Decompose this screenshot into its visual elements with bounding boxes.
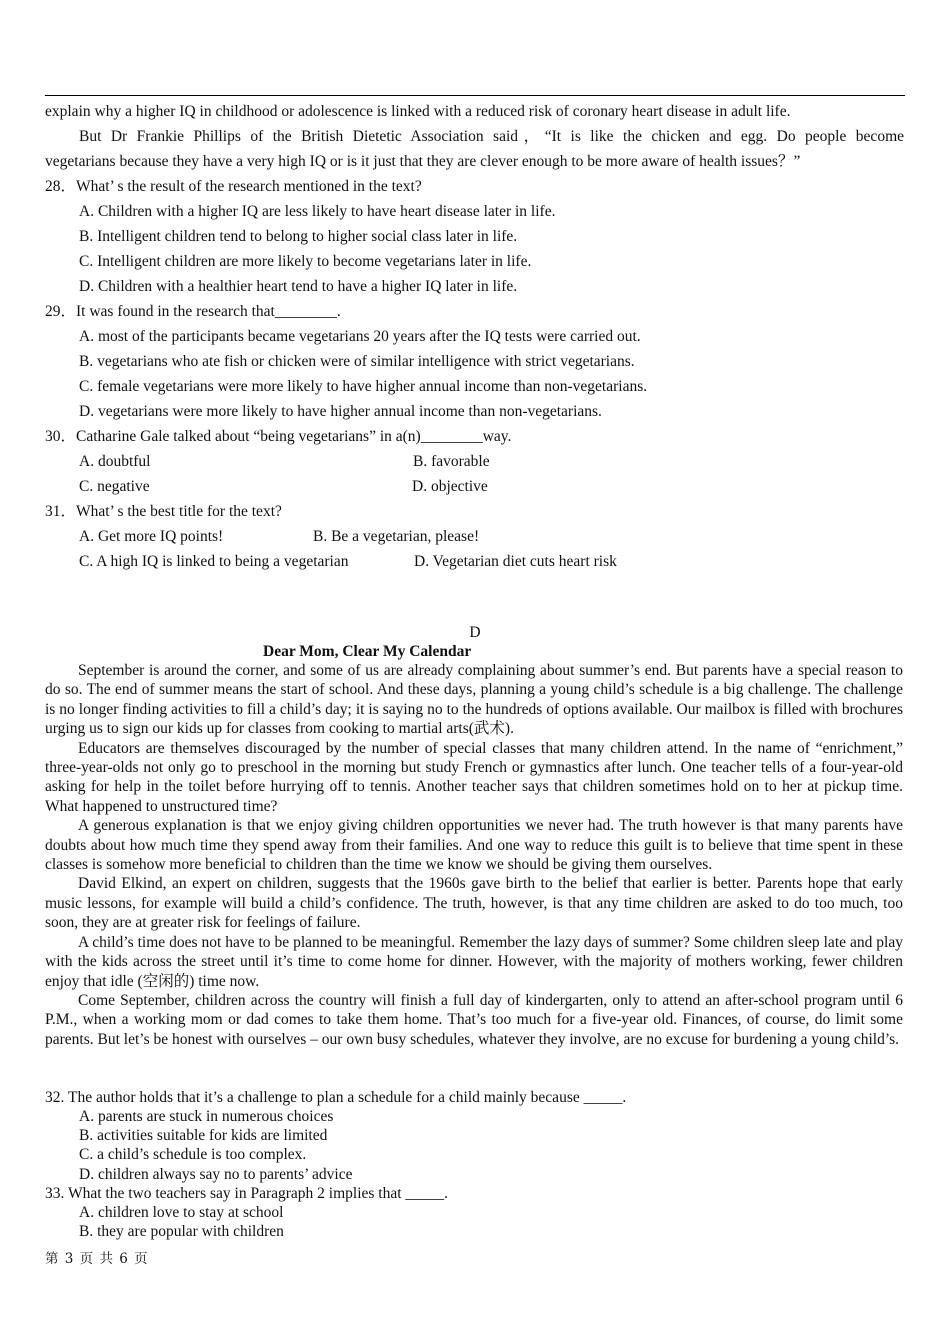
question-28-option-a: A. Children with a higher IQ are less likely to have heart disease later in life.	[79, 203, 556, 220]
question-31-stem: 31．What’ s the best title for the text?	[45, 503, 282, 520]
passage-paragraph: Come September, children across the country will finish a full day of kindergarten, only to attend an after-school program until 6 P.M., when a working mom or dad comes to take them home. That’s too much for a five-year old. Finances, of course, do limit some parents. But let’s be honest with ourselves – our own busy schedules, whatever they involve, are no excuse for burdening a young child’s.	[45, 991, 903, 1048]
question-32-option-a: A. parents are stuck in numerous choices	[79, 1108, 334, 1125]
question-31-option-b: B. Be a vegetarian, please!	[313, 528, 480, 545]
question-30-stem: 30．Catharine Gale talked about “being vegetarians” in a(n)________way.	[45, 428, 512, 445]
passage-d-body	[45, 661, 903, 1049]
question-32-stem: 32. The author holds that it’s a challenge to plan a schedule for a child mainly because _____.	[45, 1089, 627, 1106]
question-28-stem: 28．What’ s the result of the research mentioned in the text?	[45, 178, 422, 195]
question-29-option-a: A. most of the participants became vegetarians 20 years after the IQ tests were carried out.	[79, 328, 641, 345]
question-32-option-b: B. activities suitable for kids are limited	[79, 1127, 328, 1144]
question-33-stem: 33. What the two teachers say in Paragraph 2 implies that _____.	[45, 1185, 449, 1202]
passage-title: Dear Mom, Clear My Calendar	[263, 643, 472, 660]
question-31-option-a: A. Get more IQ points!	[79, 528, 224, 545]
question-30-option-b: B. favorable	[413, 453, 490, 470]
passage-label: D	[469, 624, 481, 641]
question-32-option-d: D. children always say no to parents’ advice	[79, 1166, 353, 1183]
header-rule	[45, 95, 905, 96]
question-33-option-a: A. children love to stay at school	[79, 1204, 284, 1221]
passage-c-line: But Dr Frankie Phillips of the British Dietetic Association said，“It is like the chicken and egg. Do people become	[79, 128, 904, 145]
question-29-stem: 29．It was found in the research that________.	[45, 303, 341, 320]
question-28-option-c: C. Intelligent children are more likely to become vegetarians later in life.	[79, 253, 532, 270]
question-30-option-c: C. negative	[79, 478, 150, 495]
passage-paragraph: Educators are themselves discouraged by the number of special classes that many children attend. In the name of “enrichment,” three-year-olds not only go to preschool in the morning but study French or gymnastics after lunch. One teacher tells of a four-year-old asking for help in the toilet before hurrying off to tennis. Another teacher says that children sometimes hold on to her at pickup time. What happened to unstructured time?	[45, 739, 903, 815]
passage-c-line: vegetarians because they have a very high IQ or is it just that they are clever enough to be more aware of health issues？”	[45, 153, 801, 170]
passage-c-line: explain why a higher IQ in childhood or adolescence is linked with a reduced risk of coronary heart disease in adult life.	[45, 103, 791, 120]
passage-paragraph: A child’s time does not have to be planned to be meaningful. Remember the lazy days of summer? Some children sleep late and play with the kids across the street until it’s time to come home for dinner. However, with the majority of mothers working, fewer children enjoy that idle (空闲的) time now.	[45, 933, 903, 990]
question-29-option-b: B. vegetarians who ate fish or chicken were of similar intelligence with strict vegetarians.	[79, 353, 635, 370]
question-31-option-c: C. A high IQ is linked to being a vegetarian	[79, 553, 349, 570]
question-31-option-d: D. Vegetarian diet cuts heart risk	[414, 553, 617, 570]
question-28-option-b: B. Intelligent children tend to belong to higher social class later in life.	[79, 228, 518, 245]
question-30-option-d: D. objective	[412, 478, 488, 495]
passage-paragraph: September is around the corner, and some of us are already complaining about summer’s end. But parents have a special reason to do so. The end of summer means the start of school. And these days, planning a young child’s schedule is a big challenge. The challenge is no longer finding activities to fill a child’s day; it is saying no to the hundreds of options available. Our mailbox is filled with brochures urging us to sign our kids up for classes from cooking to martial arts(武术).	[45, 662, 903, 738]
question-32-option-c: C. a child’s schedule is too complex.	[79, 1146, 307, 1163]
question-29-option-c: C. female vegetarians were more likely to have higher annual income than non-vegetarians.	[79, 378, 648, 395]
question-29-option-d: D. vegetarians were more likely to have higher annual income than non-vegetarians.	[79, 403, 602, 420]
page-footer: 第 3 页 共 6 页	[45, 1251, 149, 1267]
question-33-option-b: B. they are popular with children	[79, 1223, 284, 1240]
passage-paragraph: A generous explanation is that we enjoy giving children opportunities we never had. The truth however is that many parents have doubts about how much time they spend away from their families. And one way to reduce this guilt is to believe that time spent in these classes is somehow more beneficial to children than the time we know we should be giving them ourselves.	[45, 817, 903, 874]
question-28-option-d: D. Children with a healthier heart tend to have a higher IQ later in life.	[79, 278, 518, 295]
passage-paragraph: David Elkind, an expert on children, suggests that the 1960s gave birth to the belief that earlier is better. Parents hope that early music lessons, for example will build a child’s confidence. The truth, however, is that any time children are asked to do too much, too soon, they are at greater risk for feelings of failure.	[45, 875, 903, 932]
question-30-option-a: A. doubtful	[79, 453, 151, 470]
